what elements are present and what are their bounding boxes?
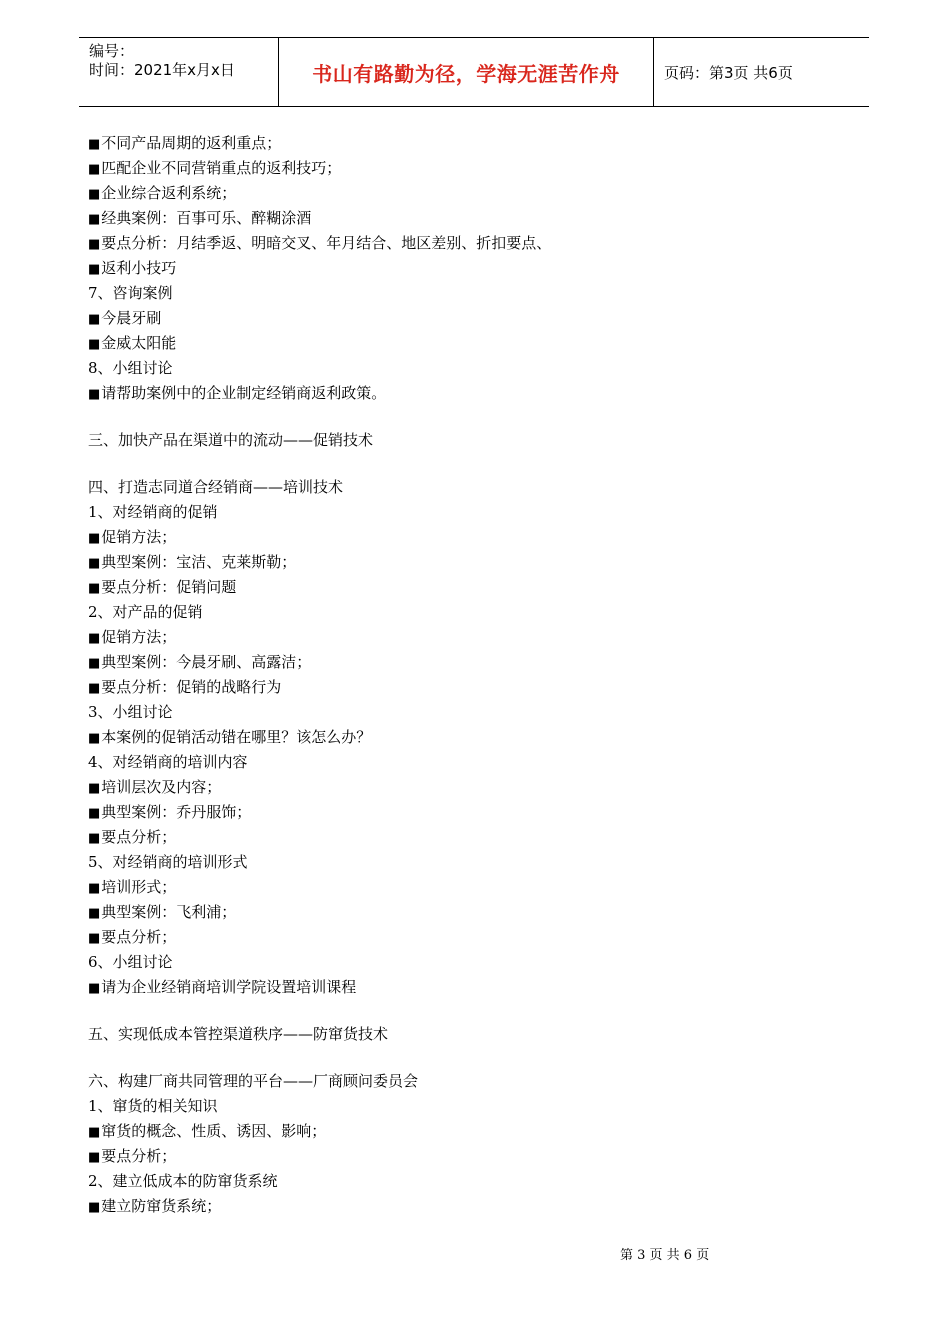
- text-line: [88, 950, 868, 975]
- paragraph-gap: [88, 1047, 868, 1069]
- bullet-square-icon: ■: [88, 781, 101, 796]
- bullet-line: [88, 875, 868, 900]
- bullet-square-icon: ■: [88, 262, 101, 277]
- bullet-square-icon: ■: [88, 681, 101, 696]
- text-line: [88, 1169, 868, 1194]
- line-text: 不同产品周期的返利重点；: [101, 134, 282, 152]
- bullet-square-icon: ■: [88, 312, 101, 327]
- line-text: 典型案例：宝洁、克莱斯勒；: [101, 553, 297, 571]
- bullet-square-icon: ■: [88, 831, 101, 846]
- line-text: 请为企业经销商培训学院设置培训课程: [101, 978, 357, 996]
- bullet-line: [88, 525, 868, 550]
- bullet-square-icon: ■: [88, 1150, 101, 1165]
- paragraph-gap: [88, 406, 868, 428]
- bullet-square-icon: ■: [88, 556, 101, 571]
- bullet-line: [88, 775, 868, 800]
- text-line: [88, 1022, 868, 1047]
- bullet-square-icon: ■: [88, 187, 101, 202]
- line-text: 五、实现低成本管控渠道秩序——防窜货技术: [88, 1025, 389, 1043]
- line-text: 2、对产品的促销: [88, 603, 203, 621]
- bullet-square-icon: ■: [88, 981, 101, 996]
- bullet-square-icon: ■: [88, 731, 101, 746]
- line-text: 典型案例：飞利浦；: [101, 903, 237, 921]
- line-text: 7、咨询案例: [88, 284, 173, 302]
- bullet-square-icon: ■: [88, 137, 101, 152]
- bullet-line: [88, 256, 868, 281]
- line-text: 六、构建厂商共同管理的平台——厂商顾问委员会: [88, 1072, 419, 1090]
- line-text: 典型案例：乔丹服饰；: [101, 803, 252, 821]
- text-line: [88, 700, 868, 725]
- text-line: [88, 1069, 868, 1094]
- bullet-line: [88, 131, 868, 156]
- bullet-line: [88, 181, 868, 206]
- text-line: [88, 475, 868, 500]
- bullet-square-icon: ■: [88, 337, 101, 352]
- line-text: 匹配企业不同营销重点的返利技巧；: [101, 159, 342, 177]
- line-text: 要点分析：月结季返、明暗交叉、年月结合、地区差别、折扣要点、: [101, 234, 552, 252]
- bullet-square-icon: ■: [88, 631, 101, 646]
- bullet-line: [88, 975, 868, 1000]
- bullet-square-icon: ■: [88, 387, 101, 402]
- page-header: [79, 37, 869, 107]
- document-time-label: 时间：2021年x月x日: [89, 61, 235, 79]
- line-text: 促销方法；: [101, 628, 177, 646]
- bullet-line: [88, 331, 868, 356]
- text-line: [88, 600, 868, 625]
- line-text: 要点分析；: [101, 1147, 177, 1165]
- line-text: 8、小组讨论: [88, 359, 173, 377]
- bullet-square-icon: ■: [88, 212, 101, 227]
- line-text: 请帮助案例中的企业制定经销商返利政策。: [101, 384, 387, 402]
- bullet-line: [88, 1144, 868, 1169]
- bullet-line: [88, 206, 868, 231]
- bullet-line: [88, 231, 868, 256]
- paragraph-gap: [88, 1000, 868, 1022]
- line-text: 促销方法；: [101, 528, 177, 546]
- line-text: 今晨牙刷: [101, 309, 162, 327]
- bullet-line: [88, 575, 868, 600]
- bullet-line: [88, 825, 868, 850]
- bullet-line: [88, 675, 868, 700]
- bullet-square-icon: ■: [88, 881, 101, 896]
- bullet-square-icon: ■: [88, 237, 101, 252]
- line-text: 金威太阳能: [101, 334, 177, 352]
- line-text: 本案例的促销活动错在哪里？该怎么办？: [101, 728, 372, 746]
- text-line: [88, 281, 868, 306]
- bullet-line: [88, 306, 868, 331]
- line-text: 典型案例：今晨牙刷、高露洁；: [101, 653, 312, 671]
- line-text: 4、对经销商的培训内容: [88, 753, 248, 771]
- line-text: 要点分析：促销问题: [101, 578, 237, 596]
- document-body: [88, 131, 868, 1219]
- bullet-line: [88, 725, 868, 750]
- header-motto: 书山有路勤为径，学海无涯苦作舟: [279, 38, 654, 106]
- bullet-line: [88, 625, 868, 650]
- line-text: 3、小组讨论: [88, 703, 173, 721]
- line-text: 窜货的概念、性质、诱因、影响；: [101, 1122, 327, 1140]
- bullet-square-icon: ■: [88, 162, 101, 177]
- header-meta: [79, 38, 279, 106]
- bullet-line: [88, 550, 868, 575]
- bullet-line: [88, 650, 868, 675]
- bullet-line: [88, 1119, 868, 1144]
- bullet-line: [88, 900, 868, 925]
- text-line: [88, 356, 868, 381]
- bullet-square-icon: ■: [88, 906, 101, 921]
- line-text: 5、对经销商的培训形式: [88, 853, 248, 871]
- text-line: [88, 750, 868, 775]
- paragraph-gap: [88, 453, 868, 475]
- bullet-line: [88, 381, 868, 406]
- line-text: 企业综合返利系统；: [101, 184, 237, 202]
- line-text: 返利小技巧: [101, 259, 177, 277]
- text-line: [88, 428, 868, 453]
- line-text: 培训形式；: [101, 878, 177, 896]
- line-text: 建立防窜货系统；: [101, 1197, 222, 1215]
- line-text: 6、小组讨论: [88, 953, 173, 971]
- line-text: 要点分析；: [101, 928, 177, 946]
- line-text: 1、窜货的相关知识: [88, 1097, 218, 1115]
- line-text: 2、建立低成本的防窜货系统: [88, 1172, 278, 1190]
- bullet-square-icon: ■: [88, 1125, 101, 1140]
- bullet-square-icon: ■: [88, 531, 101, 546]
- line-text: 要点分析：促销的战略行为: [101, 678, 282, 696]
- bullet-square-icon: ■: [88, 931, 101, 946]
- document-number-label: 编号：: [89, 42, 135, 60]
- line-text: 四、打造志同道合经销商——培训技术: [88, 478, 344, 496]
- line-text: 培训层次及内容；: [101, 778, 222, 796]
- bullet-line: [88, 1194, 868, 1219]
- bullet-line: [88, 925, 868, 950]
- bullet-square-icon: ■: [88, 1200, 101, 1215]
- text-line: [88, 850, 868, 875]
- line-text: 经典案例：百事可乐、醉糊涂酒: [101, 209, 312, 227]
- text-line: [88, 500, 868, 525]
- line-text: 要点分析；: [101, 828, 177, 846]
- line-text: 三、加快产品在渠道中的流动——促销技术: [88, 431, 374, 449]
- bullet-line: [88, 156, 868, 181]
- footer-page-number: 第 3 页 共 6 页: [620, 1248, 710, 1263]
- header-page-label: 页码：第3页 共6页: [664, 63, 793, 82]
- bullet-square-icon: ■: [88, 806, 101, 821]
- bullet-square-icon: ■: [88, 656, 101, 671]
- bullet-square-icon: ■: [88, 581, 101, 596]
- line-text: 1、对经销商的促销: [88, 503, 218, 521]
- text-line: [88, 1094, 868, 1119]
- bullet-line: [88, 800, 868, 825]
